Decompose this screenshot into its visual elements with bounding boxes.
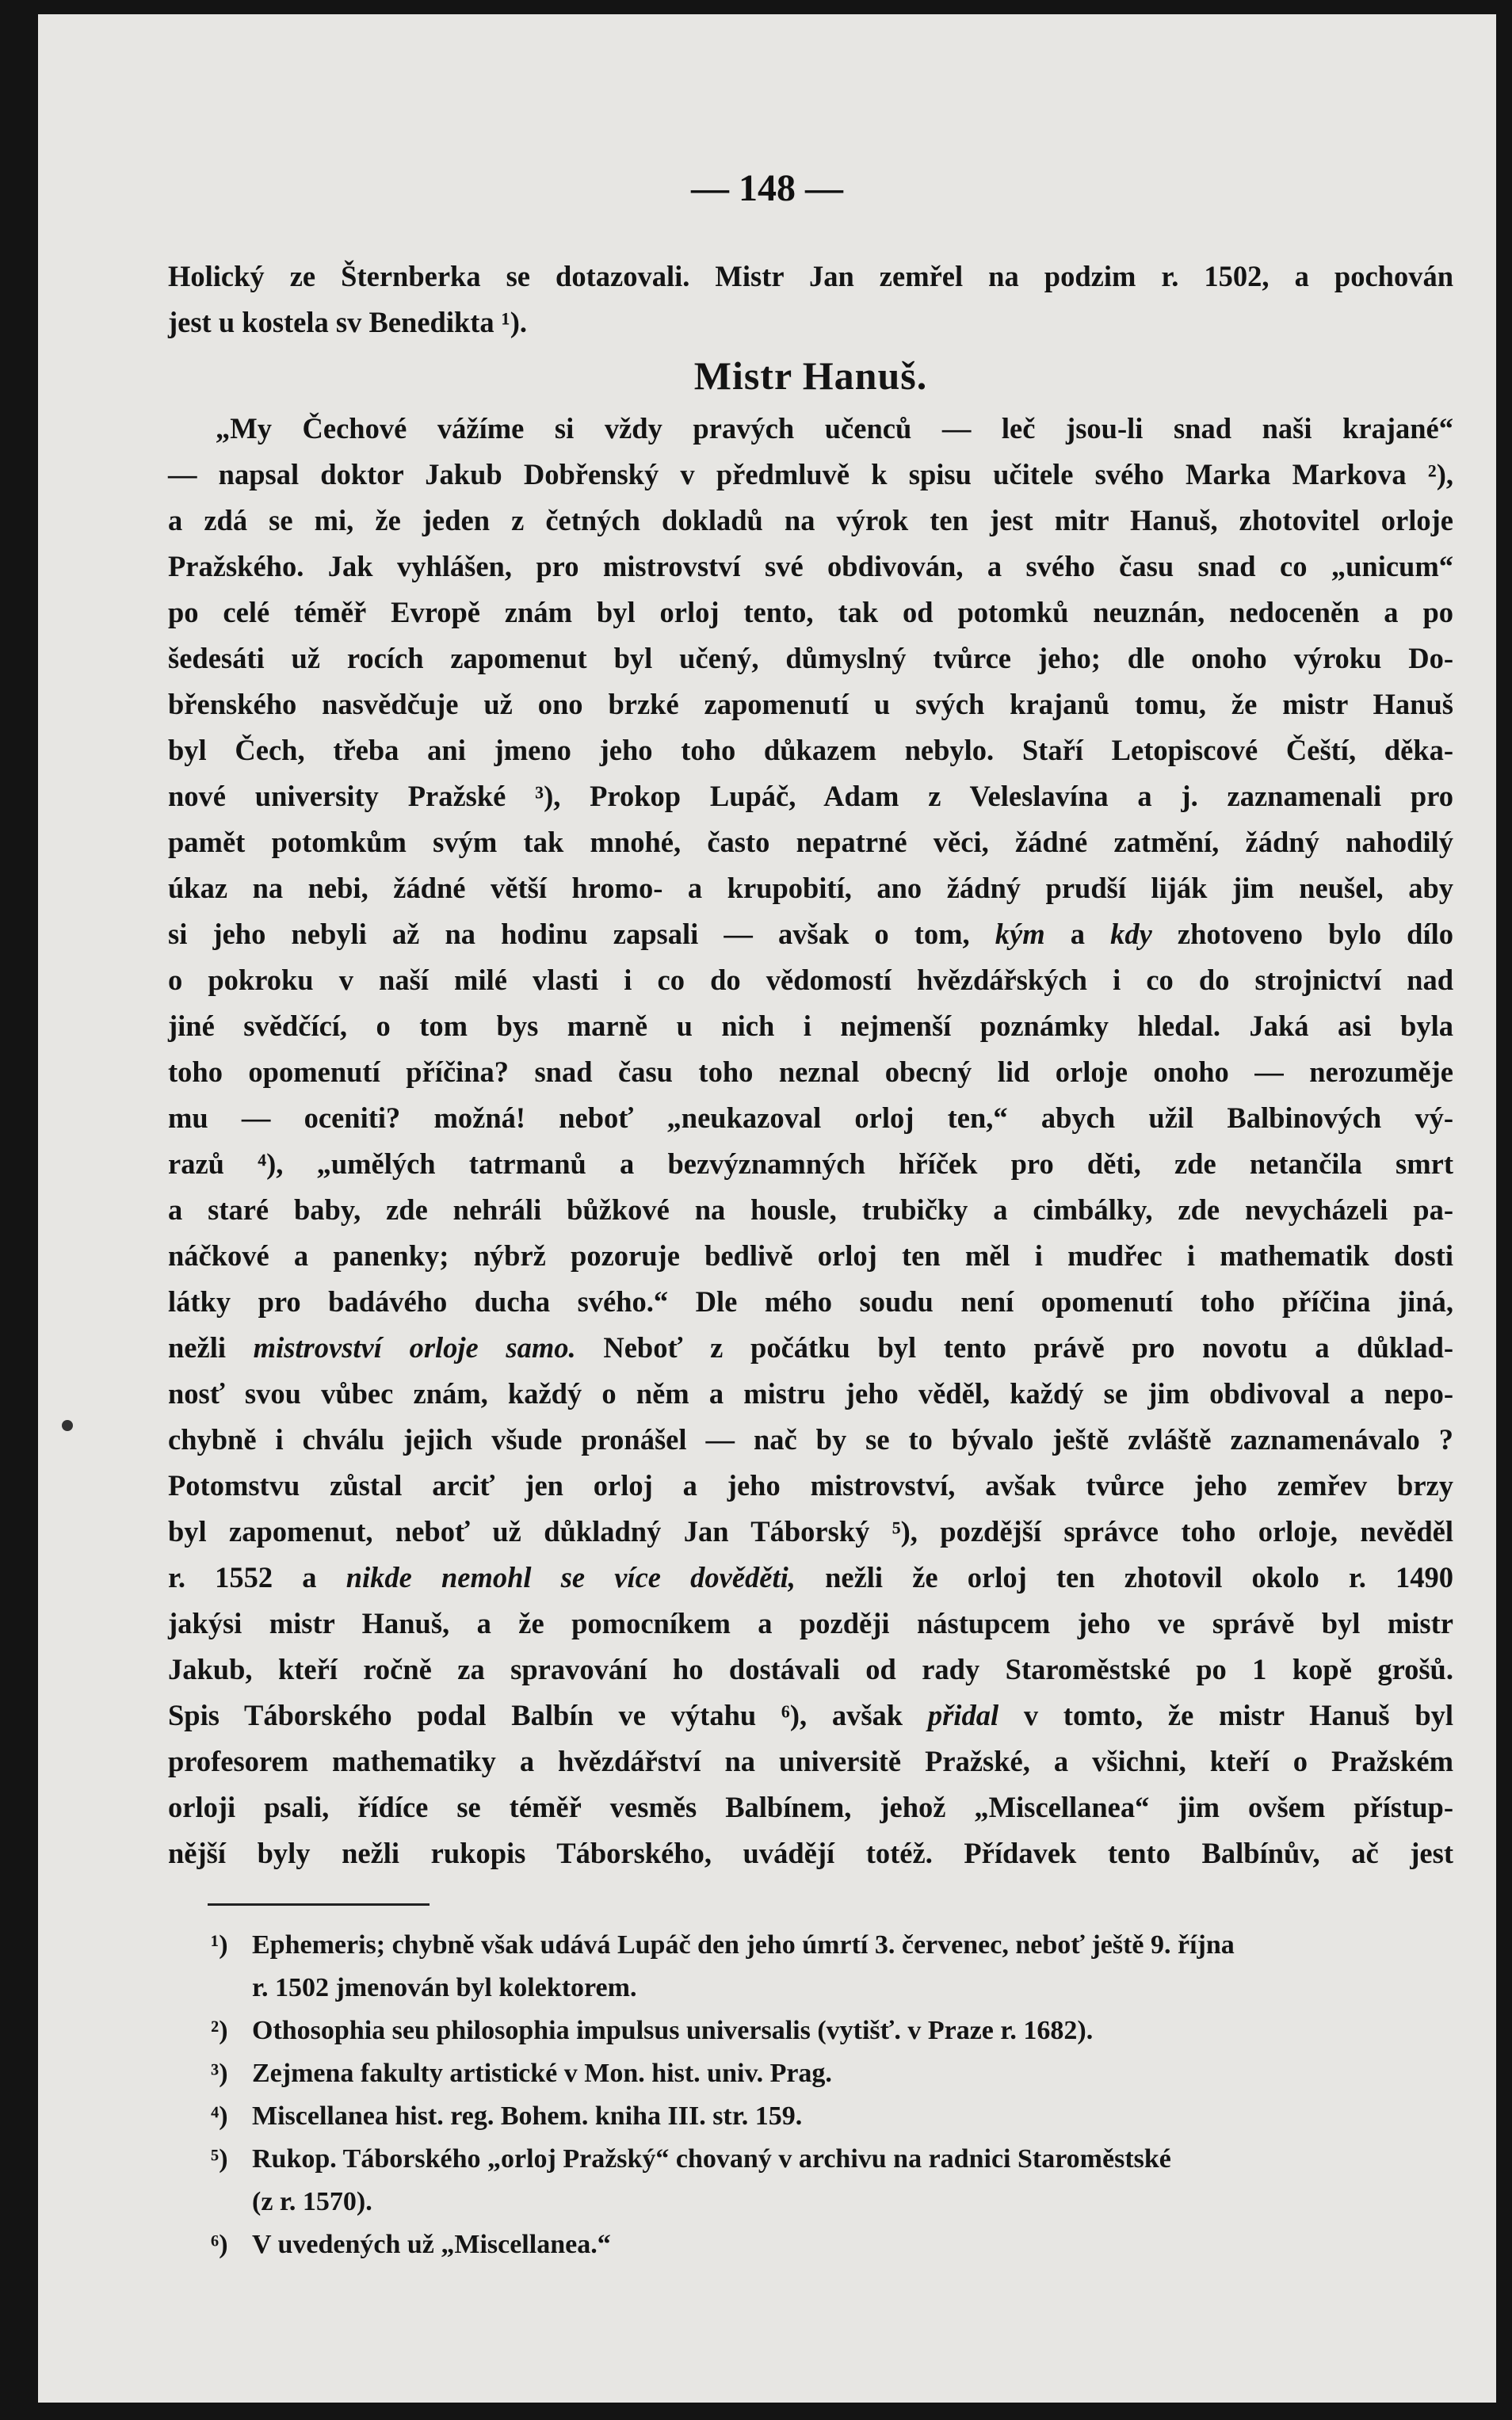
emphasis-nikde: nikde nemohl se více dověděti, bbox=[346, 1561, 796, 1594]
text-line: nosť svou vůbec znám, každý o něm a mistru jeho věděl, každý se jim obdivoval a nepo- bbox=[168, 1377, 1453, 1410]
footnote-divider bbox=[208, 1903, 430, 1906]
text-line: toho opomenutí příčina? snad času toho neznal obecný lid orloje onoho — nerozuměje bbox=[168, 1055, 1453, 1088]
text-segment: v tomto, že mistr Hanuš byl bbox=[1023, 1699, 1454, 1731]
text-line: jest u kostela sv Benedikta ¹). bbox=[168, 306, 528, 338]
footnote-continuation bbox=[211, 2181, 1453, 2223]
text-segment: Spis Táborského podal Balbín ve výtahu ⁶), avšak bbox=[168, 1699, 903, 1731]
text-line: jakýsi mistr Hanuš, a že pomocníkem a později nástupcem jeho ve správě byl mistr bbox=[168, 1607, 1453, 1639]
text-line: a staré baby, zde nehráli bůžkové na housle, trubičky a cimbálky, zde nevycházeli pa- bbox=[168, 1193, 1453, 1226]
text-line: Holický ze Šternberka se dotazovali. Mistr Jan zemřel na podzim r. 1502, a pochován bbox=[168, 260, 1453, 292]
text-line: o pokroku v naší milé vlasti i co do vědomostí hvězdářských i co do strojnictví nad bbox=[168, 964, 1453, 996]
emphasis-mistrovsti: mistrovství orloje samo. bbox=[253, 1331, 576, 1364]
footnote bbox=[211, 2010, 1453, 2052]
footnote bbox=[211, 2223, 1453, 2266]
text-segment: a bbox=[1070, 918, 1085, 950]
text-segment: nežli bbox=[168, 1331, 226, 1364]
footnote-mark: ³) bbox=[211, 2059, 228, 2088]
footnote bbox=[211, 1924, 1453, 1967]
text-line: látky pro badávého ducha svého.“ Dle mého soudu není opomenutí toho příčina jiná, bbox=[168, 1285, 1453, 1318]
text-line bbox=[168, 1693, 1453, 1739]
text-line: Potomstvu zůstal arciť jen orloj a jeho mistrovství, avšak tvůrce jeho zemřev brzy bbox=[168, 1469, 1453, 1502]
page-number: — 148 — bbox=[691, 167, 843, 209]
text-line: Pražského. Jak vyhlášen, pro mistrovství své obdivován, a svého času snad co „unicum“ bbox=[168, 550, 1453, 582]
text-line: nější byly nežli rukopis Táborského, uvádějí totéž. Přídavek tento Balbínův, ač jest bbox=[168, 1837, 1453, 1869]
text-line: náčkové a panenky; nýbrž pozoruje bedlivě orloj ten měl i mudřec i mathematik dosti bbox=[168, 1239, 1453, 1272]
footnote-mark: ⁴) bbox=[211, 2101, 228, 2131]
text-line bbox=[168, 1325, 1453, 1371]
text-segment: r. 1552 a bbox=[168, 1561, 317, 1594]
text-line: Jakub, kteří ročně za spravování ho dostávali od rady Staroměstské po 1 kopě grošů. bbox=[168, 1653, 1453, 1685]
text-line: úkaz na nebi, žádné větší hromo- a krupobití, ano žádný prudší liják jim neušel, aby bbox=[168, 872, 1453, 904]
book-page bbox=[38, 14, 1496, 2403]
text-line: břenského nasvědčuje už ono brzké zapomenutí u svých krajanů tomu, že mistr Hanuš bbox=[168, 688, 1453, 720]
text-line: po celé téměř Evropě znám byl orloj tento, tak od potomků neuznán, nedoceněn a po bbox=[168, 596, 1453, 628]
footnote-text: (z r. 1570). bbox=[252, 2187, 372, 2216]
footnote-text: r. 1502 jmenován byl kolektorem. bbox=[252, 1973, 637, 2002]
text-line: „My Čechové vážíme si vždy pravých učenců — leč jsou-li snad naši krajané“ bbox=[216, 412, 1453, 445]
main-text bbox=[168, 254, 1453, 1876]
footnote-mark: ¹) bbox=[211, 1930, 228, 1960]
footnote-text: Rukop. Táborského „orloj Pražský“ chovaný v archivu na radnici Staroměstské bbox=[252, 2144, 1171, 2174]
text-line: byl Čech, třeba ani jmeno jeho toho důkazem nebylo. Staří Letopiscové Čeští, děka- bbox=[168, 734, 1453, 766]
text-line: nové university Pražské ³), Prokop Lupáč, Adam z Veleslavína a j. zaznamenali pro bbox=[168, 780, 1453, 812]
text-line: razů ⁴), „umělých tatrmanů a bezvýznamných hříček pro děti, zde netančila smrt bbox=[168, 1147, 1453, 1180]
footnote-mark: ⁶) bbox=[211, 2230, 228, 2259]
text-line: orloji psali, řídíce se téměř vesměs Balbínem, jehož „Miscellanea“ jim ovšem přístup- bbox=[168, 1791, 1453, 1823]
footnote-text: Othosophia seu philosophia impulsus universalis (vytišť. v Praze r. 1682). bbox=[252, 2016, 1094, 2045]
footnote bbox=[211, 2052, 1453, 2095]
footnote-mark: ⁵) bbox=[211, 2144, 228, 2174]
footnote-text: Zejmena fakulty artistické v Mon. hist. univ. Prag. bbox=[252, 2059, 832, 2088]
text-line: mu — oceniti? možná! neboť „neukazoval orloj ten,“ abych užil Balbinových vý- bbox=[168, 1101, 1453, 1134]
emphasis-kdy: kdy bbox=[1110, 918, 1152, 950]
footnote bbox=[211, 2095, 1453, 2138]
text-segment: zhotoveno bylo dílo bbox=[1177, 918, 1454, 950]
footnote bbox=[211, 2138, 1453, 2181]
footnote-mark: ²) bbox=[211, 2016, 228, 2045]
text-line: jiné svědčící, o tom bys marně u nich i nejmenší poznámky hledal. Jaká asi byla bbox=[168, 1010, 1453, 1042]
text-line: chybně i chválu jejich všude pronášel — nač by se to bývalo ještě zvláště zaznamenávalo ? bbox=[168, 1423, 1453, 1456]
footnotes bbox=[211, 1924, 1453, 2266]
text-segment: si jeho nebyli až na hodinu zapsali — avšak o tom, bbox=[168, 918, 970, 950]
emphasis-pridal: přidal bbox=[927, 1699, 999, 1731]
footnote-text: V uvedených už „Miscellanea.“ bbox=[252, 2230, 611, 2259]
footnote-text: Ephemeris; chybně však udává Lupáč den jeho úmrtí 3. červenec, neboť ještě 9. října bbox=[252, 1930, 1235, 1960]
text-line bbox=[168, 911, 1453, 957]
footnote-continuation bbox=[211, 1967, 1453, 2010]
text-line: a zdá se mi, že jeden z četných dokladů na výrok ten jest mitr Hanuš, zhotovitel orloje bbox=[168, 504, 1453, 536]
emphasis-kym: kým bbox=[995, 918, 1045, 950]
text-line: šedesáti už rocích zapomenut byl učený, důmyslný tvůrce jeho; dle onoho výroku Do- bbox=[168, 642, 1453, 674]
text-line: byl zapomenut, neboť už důkladný Jan Táborský ⁵), pozdější správce toho orloje, nevěděl bbox=[168, 1515, 1453, 1548]
text-line: pamět potomkům svým tak mnohé, často nepatrné věci, žádné zatmění, žádný nahodilý bbox=[168, 826, 1453, 858]
footnote-text: Miscellanea hist. reg. Bohem. kniha III. str. 159. bbox=[252, 2101, 803, 2131]
text-line: — napsal doktor Jakub Dobřenský v předmluvě k spisu učitele svého Marka Markova ²), bbox=[168, 458, 1453, 490]
section-heading: Mistr Hanuš. bbox=[693, 353, 928, 398]
text-line bbox=[168, 1555, 1453, 1601]
ink-speck bbox=[62, 1420, 73, 1431]
text-line: profesorem mathematiky a hvězdářství na universitě Pražské, a všichni, kteří o Pražském bbox=[168, 1745, 1453, 1777]
text-segment: nežli že orloj ten zhotovil okolo r. 1490 bbox=[825, 1561, 1454, 1594]
text-segment: Neboť z počátku byl tento právě pro novotu a důklad- bbox=[603, 1331, 1454, 1364]
